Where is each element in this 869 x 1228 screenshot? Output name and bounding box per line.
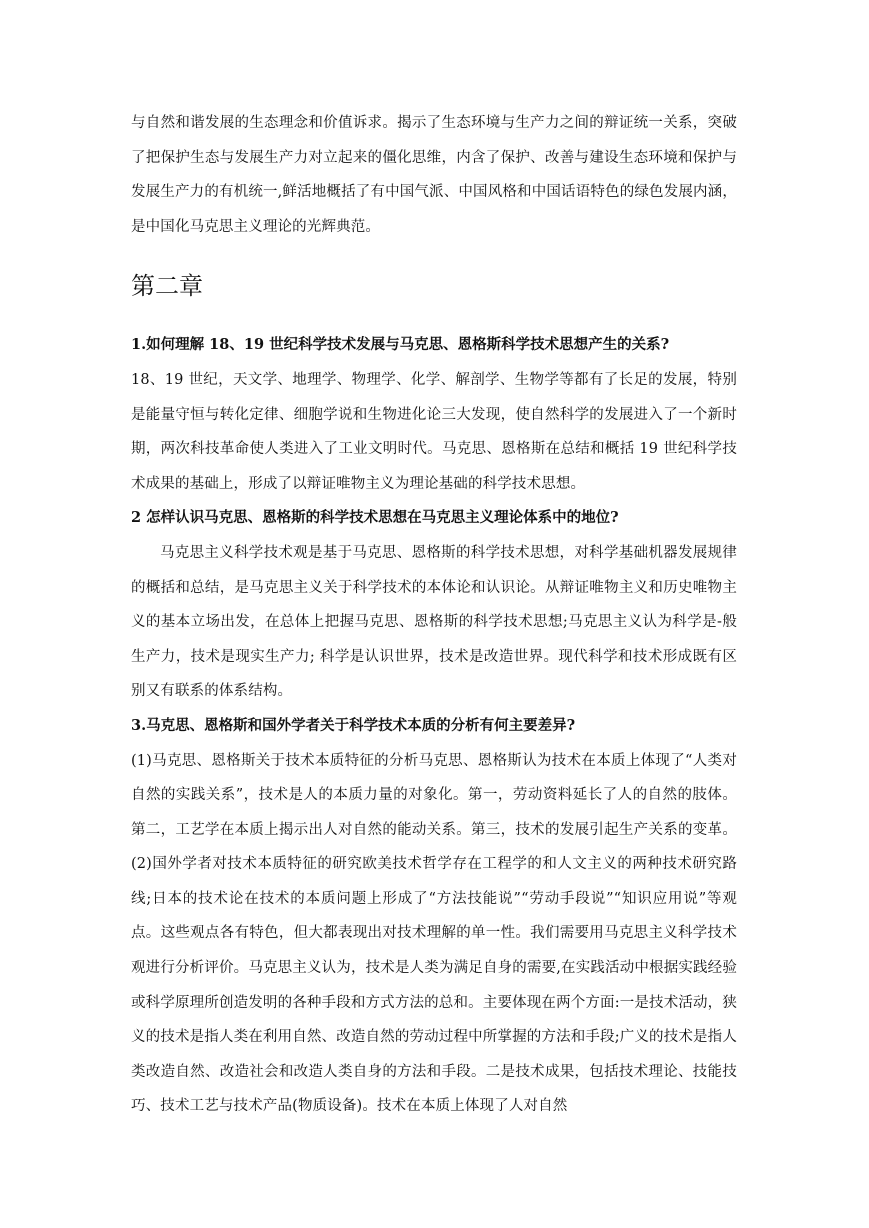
question-3: 3.马克思、恩格斯和国外学者关于科学技术本质的分析有何主要差异? bbox=[131, 716, 576, 734]
question-2: 2 怎样认识马克思、恩格斯的科学技术思想在马克思主义理论体系中的地位? bbox=[131, 509, 619, 527]
question-1: 1.如何理解 18、19 世纪科学技术发展与马克思、恩格斯科学技术思想产生的关系? bbox=[131, 336, 670, 354]
answer-2: 马克思主义科学技术观是基于马克思、恩格斯的科学技术思想，对科学基础机器发展规律的概括和总结，是马克思主义关于科学技术的本体论和认识论。从辩证唯物主义和历史唯物主义的基本立场出发，在总体上把握马克思、恩格斯的科学技术思想;马克思主义认为科学是-般生产力，技术是现实生产力; 科学是认识世界，技术是改造世界。现代科学和技术形成既有区别又有联系的体系结构。 bbox=[131, 544, 737, 700]
chapter-title: 第二章 bbox=[131, 272, 203, 301]
answer-1: 18、19 世纪，天文学、地理学、物理学、化学、解剖学、生物学等都有了长足的发展，特别是能量守恒与转化定律、细胞学说和生物进化论三大发现，使自然科学的发展进入了一个新时期，两次科技革命使人类进入了工业文明时代。马克思、恩格斯在总结和概括 19 世纪科学技术成果的基础上，形成了以辩证唯物主义为理论基础的科学技术思想。 bbox=[131, 371, 737, 492]
intro-paragraph: 与自然和谐发展的生态理念和价值诉求。揭示了生态环境与生产力之间的辩证统一关系，突破了把保护生态与发展生产力对立起来的僵化思维，内含了保护、改善与建设生态环境和保护与发展生产力的有机统一,鲜活地概括了有中国气派、中国风格和中国话语特色的绿色发展内涵，是中国化马克思主义理论的光辉典范。 bbox=[131, 115, 737, 235]
answer-3: (1)马克思、恩格斯关于技术本质特征的分析马克思、恩格斯认为技术在本质上体现了“人类对自然的实践关系”，技术是人的本质力量的对象化。第一，劳动资料延长了人的自然的肢体。第二，工艺学在本质上揭示出人对自然的能动关系。第三，技术的发展引起生产关系的变革。(2)国外学者对技术本质特征的研究欧美技术哲学存在工程学的和人文主义的两种技术研究路线;日本的技术论在技术的本质问题上形成了“方法技能说”“劳动手段说”“知识应用说”等观点。这些观点各有特色，但大都表现出对技术理解的单一性。我们需要用马克思主义科学技术观进行分析评价。马克思主义认为，技术是人类为满足自身的需要,在实践活动中根据实践经验或科学原理所创造发明的各种手段和方式方法的总和。主要体现在两个方面:一是技术活动，狭义的技术是指人类在利用自然、改造自然的劳动过程中所掌握的方法和手段;广义的技术是指人类改造自然、改造社会和改造人类自身的方法和手段。二是技术成果，包括技术理论、技能技巧、技术工艺与技术产品(物质设备)。技术在本质上体现了人对自然 bbox=[131, 752, 737, 1115]
document-page bbox=[131, 106, 737, 1124]
